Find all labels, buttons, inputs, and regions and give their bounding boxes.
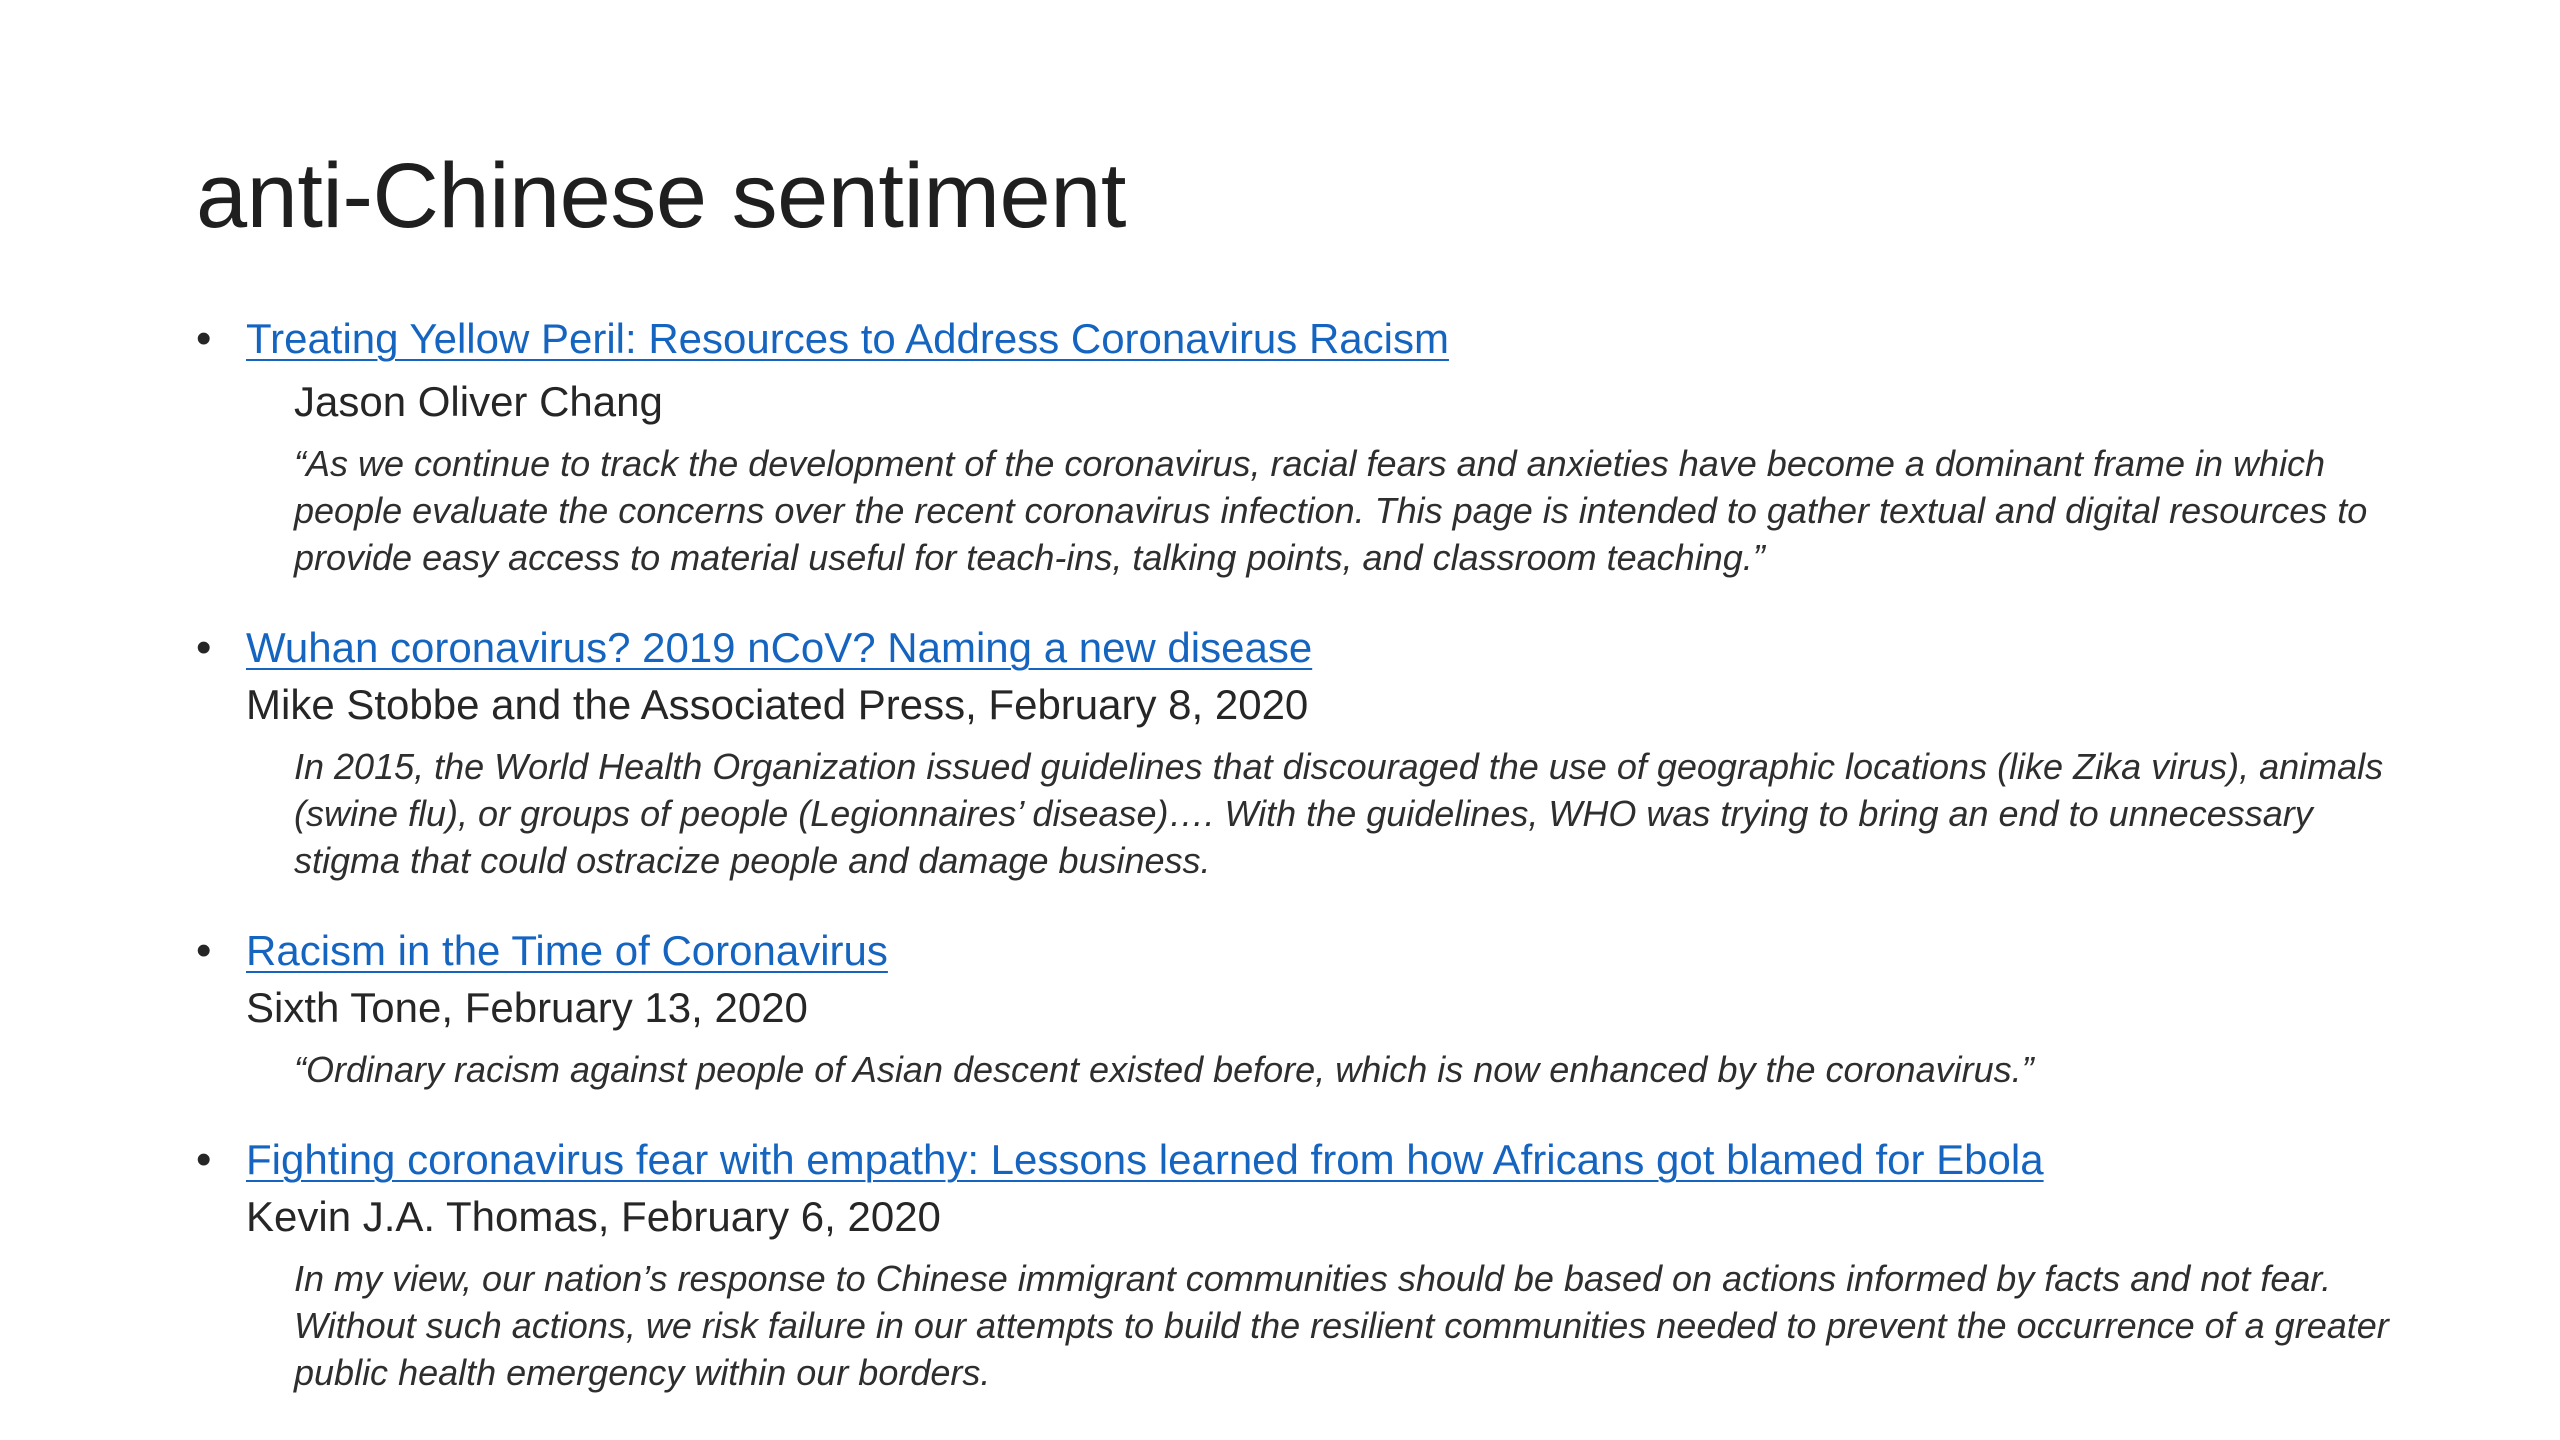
article-author: Mike Stobbe and the Associated Press, February 8, 2020: [246, 681, 1309, 728]
list-item: [196, 310, 2396, 581]
list-item: [196, 922, 2396, 1093]
article-link-wuhan-coronavirus[interactable]: Wuhan coronavirus? 2019 nCoV? Naming a new disease: [246, 624, 1313, 671]
list-item: [196, 1131, 2396, 1396]
slide-title: anti-Chinese sentiment: [196, 145, 1126, 247]
article-author: Jason Oliver Chang: [294, 378, 663, 425]
article-author: Sixth Tone, February 13, 2020: [246, 984, 808, 1031]
list-item: [196, 619, 2396, 884]
article-quote: In 2015, the World Health Organization issued guidelines that discouraged the use of geographic locations (like Zika virus), animals (swine flu), or groups of people (Legionnaires’ disease)…. With the guidelines, WHO was trying to bring an end to unnecessary stigma that could ostracize people and damage business.: [294, 746, 2384, 881]
bullet-icon: •: [196, 1135, 212, 1184]
article-link-treating-yellow-peril[interactable]: Treating Yellow Peril: Resources to Address Coronavirus Racism: [246, 315, 1449, 362]
article-quote: “Ordinary racism against people of Asian descent existed before, which is now enhanced by the coronavirus.”: [294, 1049, 2034, 1090]
bullet-icon: •: [196, 623, 212, 672]
article-quote: In my view, our nation’s response to Chinese immigrant communities should be based on actions informed by facts and not fear. Without such actions, we risk failure in our attempts to build the resilient communities needed to prevent the occurrence of a greater public health emergency within our borders.: [294, 1258, 2389, 1393]
resource-list: [196, 310, 2396, 1396]
bullet-icon: •: [196, 314, 212, 363]
article-quote: “As we continue to track the development of the coronavirus, racial fears and anxieties have become a dominant frame in which people evaluate the concerns over the recent coronavirus infection. This page is intended to gather textual and digital resources to provide easy access to material useful for teach-ins, talking points, and classroom teaching.”: [294, 443, 2368, 578]
bullet-icon: •: [196, 926, 212, 975]
article-author: Kevin J.A. Thomas, February 6, 2020: [246, 1193, 941, 1240]
article-link-racism-time-of-coronavirus[interactable]: Racism in the Time of Coronavirus: [246, 927, 888, 974]
article-link-fighting-coronavirus-fear[interactable]: Fighting coronavirus fear with empathy: Lessons learned from how Africans got blamed for Ebola: [246, 1136, 2044, 1183]
